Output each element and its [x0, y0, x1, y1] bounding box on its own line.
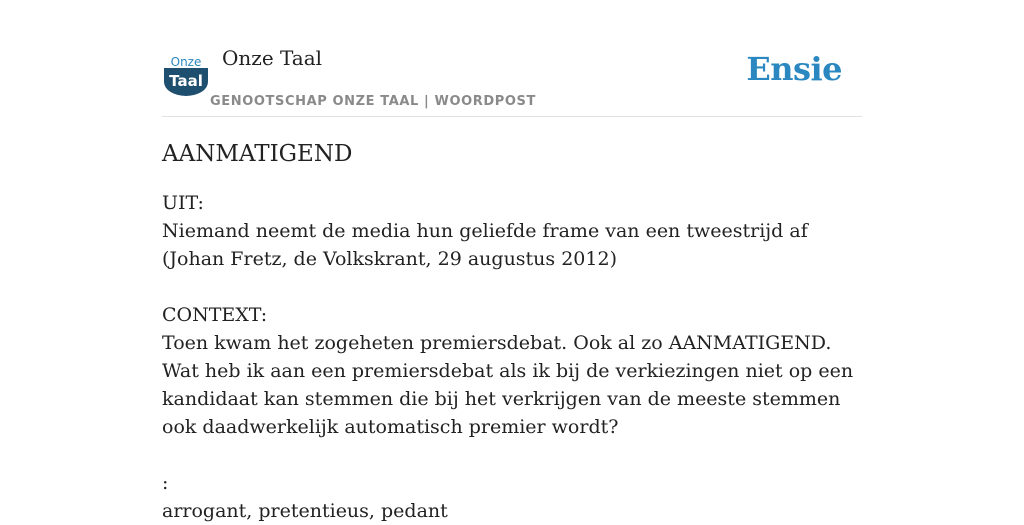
context-label: CONTEXT: [162, 304, 268, 326]
logo-bottom-text: Taal [169, 72, 203, 90]
entry-content [162, 138, 862, 525]
entry-title: AANMATIGEND [162, 141, 353, 167]
context-text: Toen kwam het zogeheten premiersdebat. Ook al zo AANMATIGEND. Wat heb ik aan een premiersdebat als ik bij de verkiezingen niet op een kandidaat kan stemmen die bij het verkrijgen van de meeste stemmen ook daadwerkelijk automatisch premier wordt? [162, 332, 854, 438]
ensie-brand-logo[interactable]: Ensie [746, 50, 842, 88]
logo-top-text: Onze [170, 55, 202, 69]
site-subtitle: GENOOTSCHAP ONZE TAAL | WOORDPOST [210, 94, 536, 109]
definition-text: arrogant, pretentieus, pedant [162, 500, 448, 522]
source-text: Niemand neemt de media hun geliefde frame van een tweestrijd af (Johan Fretz, de Volkskrant, 29 augustus 2012) [162, 220, 808, 270]
page [162, 0, 862, 522]
source-label: UIT: [162, 192, 204, 214]
onze-taal-logo-icon[interactable] [162, 54, 210, 96]
site-name[interactable]: Onze Taal [222, 46, 323, 70]
site-header [162, 0, 862, 117]
spacer [162, 441, 862, 469]
definition-label: : [162, 472, 169, 494]
spacer [162, 273, 862, 301]
